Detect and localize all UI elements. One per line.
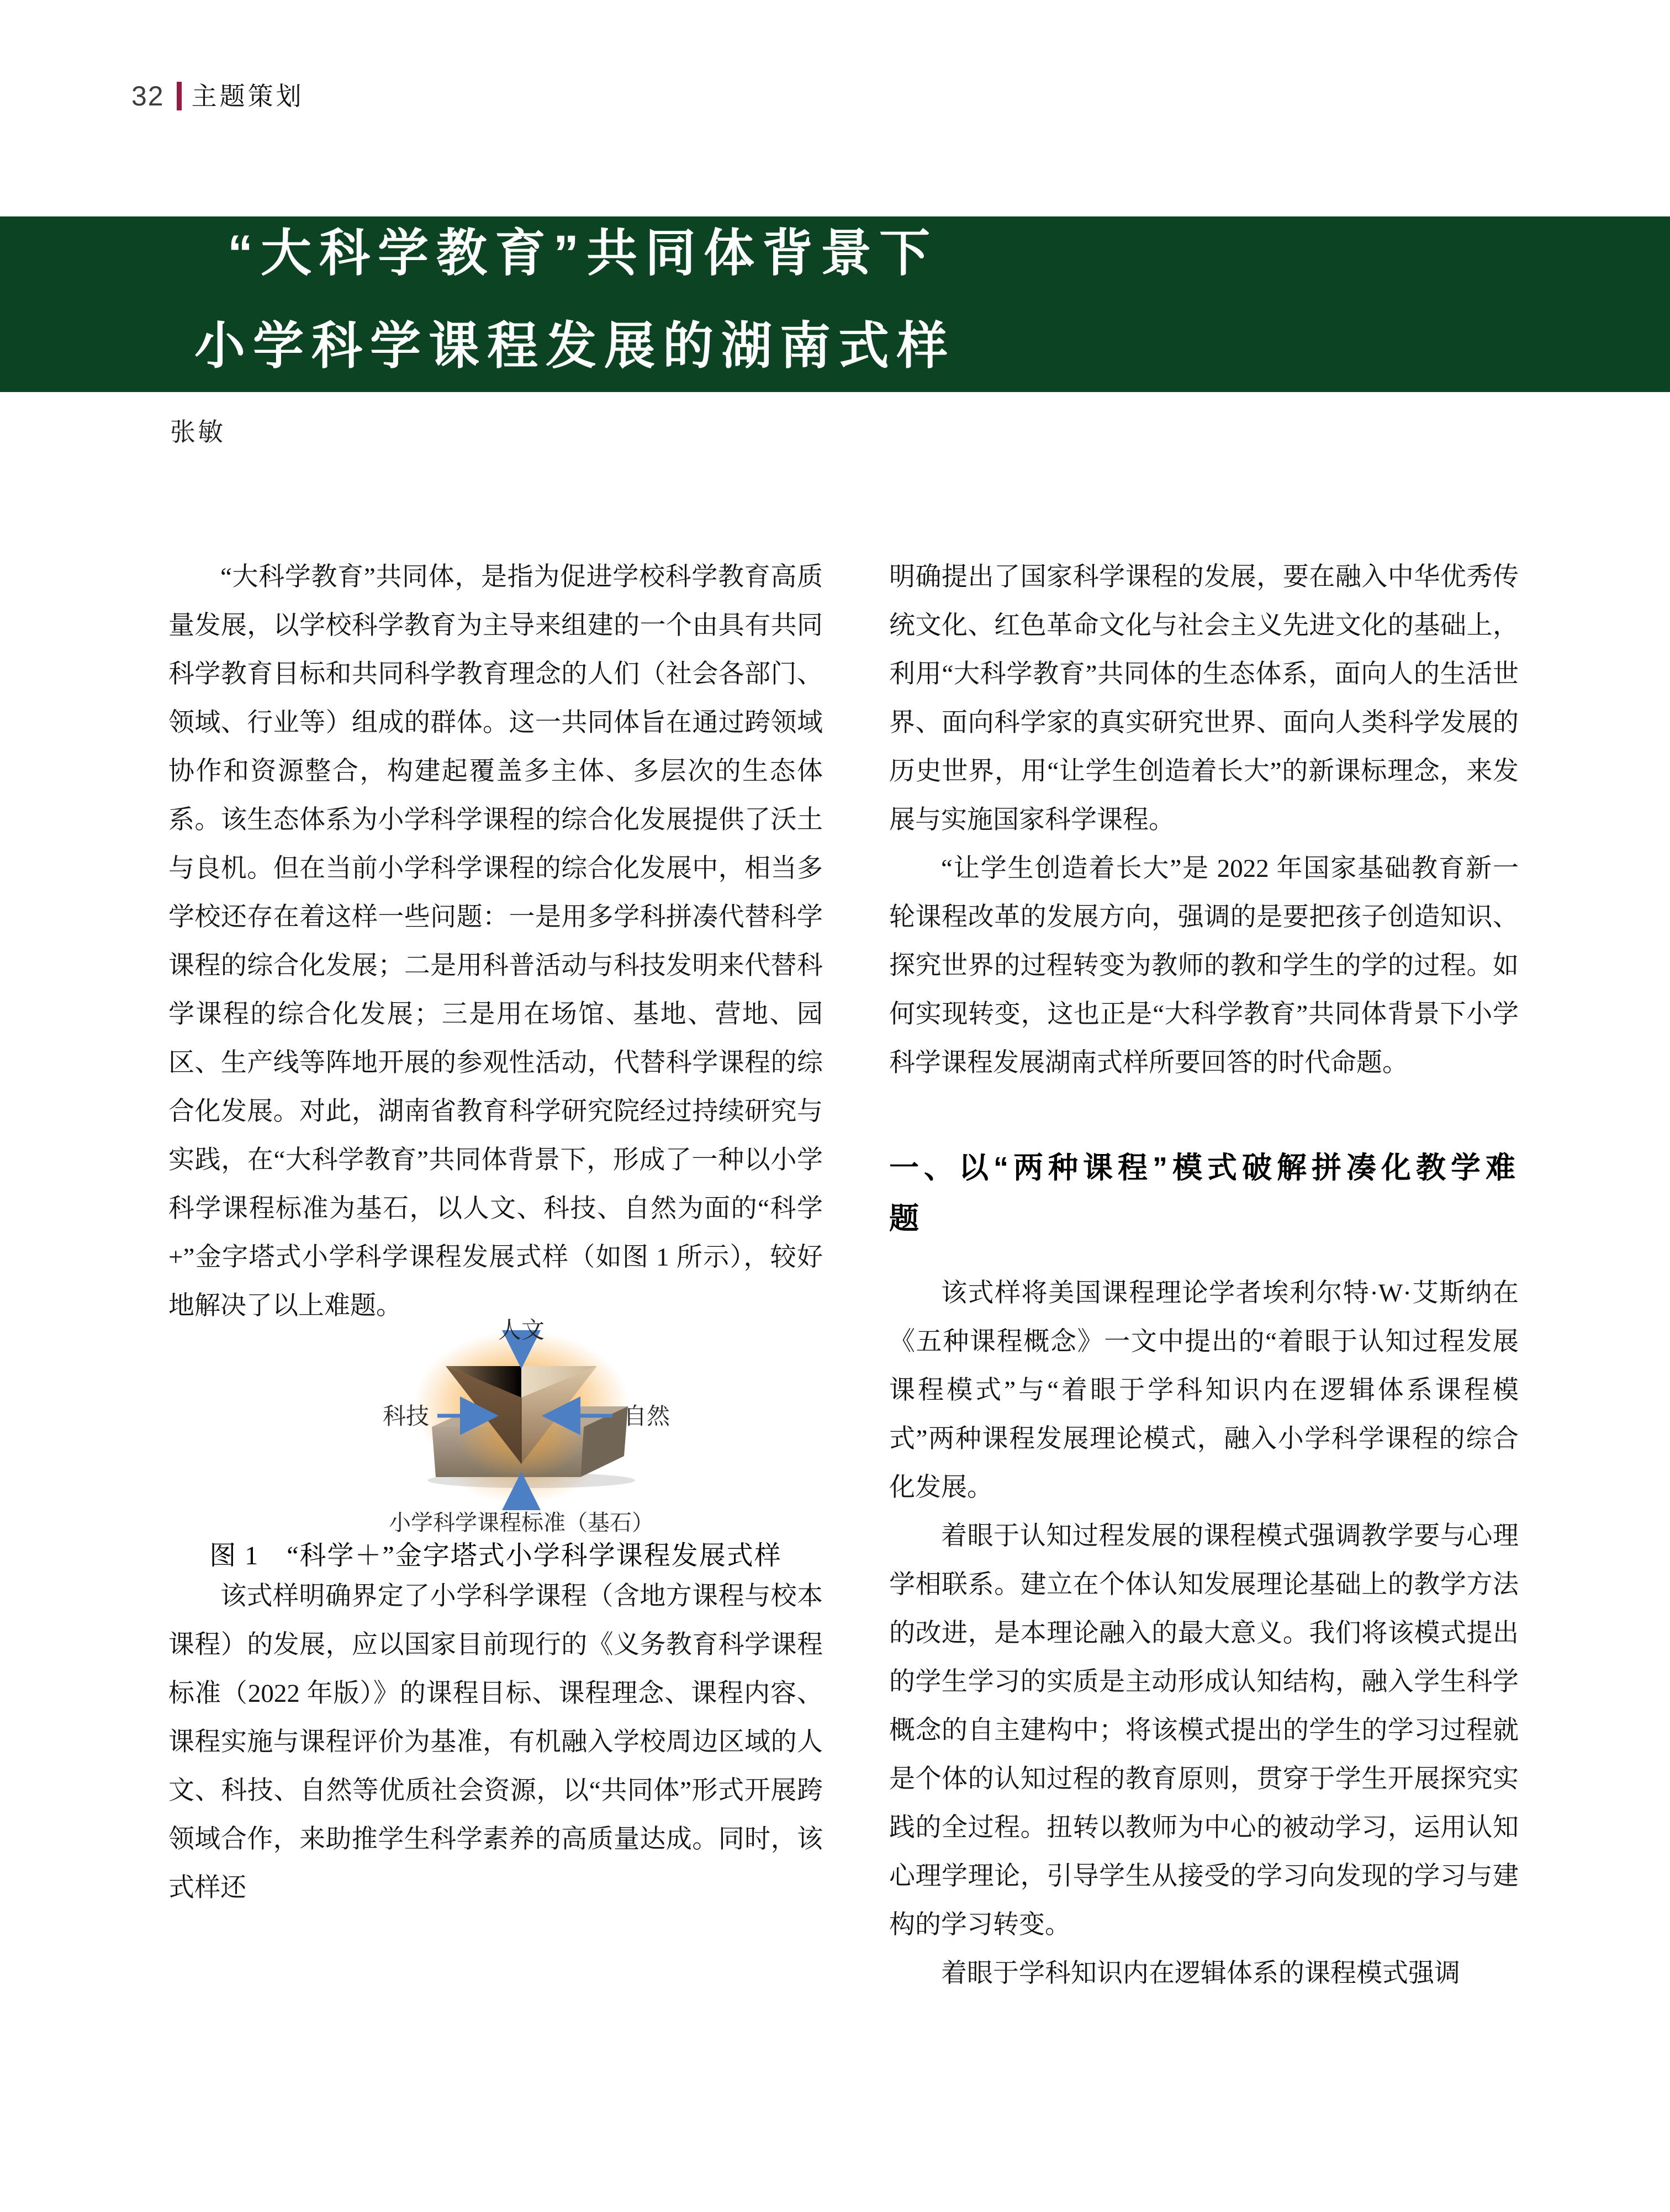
pyramid-figure [341, 1314, 700, 1540]
title-banner [0, 216, 1670, 392]
page-header [131, 81, 304, 112]
paragraph: 着眼于认知过程发展的课程模式强调教学要与心理学相联系。建立在个体认知发展理论基础上的教学方法的改进，是本理论融入的最大意义。我们将该模式提出的学生学习的实质是主动形成认知结构，融入学生科学概念的自主建构中；将该模式提出的学生的学习过程就是个体的认知过程的教育原则，贯穿于学生开展探究实践的全过程。扭转以教师为中心的被动学习，运用认知心理学理论，引导学生从接受的学习向发现的学习与建构的学习转变。 [889, 1521, 1519, 1939]
paragraph: “大科学教育”共同体，是指为促进学校科学教育高质量发展，以学校科学教育为主导来组建的一个由具有共同科学教育目标和共同科学教育理念的人们（社会各部门、领域、行业等）组成的群体。这一共同体旨在通过跨领域协作和资源整合，构建起覆盖多主体、多层次的生态体系。该生态体系为小学科学课程的综合化发展提供了沃土与良机。但在当前小学科学课程的综合化发展中，相当多学校还存在着这样一些问题：一是用多学科拼凑代替科学课程的综合化发展；二是用科普活动与科技发明来代替科学课程的综合化发展；三是用在场馆、基地、营地、园区、生产线等阵地开展的参观性活动，代替科学课程的综合化发展。对此，湖南省教育科学研究院经过持续研究与实践，在“大科学教育”共同体背景下，形成了一种以小学科学课程标准为基石，以人文、科技、自然为面的“科学 +”金字塔式小学科学课程发展式样（如图 1 所示），较好地解决了以上难题。 [168, 563, 823, 1320]
figure-label-right: 自然 [623, 1404, 670, 1430]
paragraph: 该式样将美国课程理论学者埃利尔特·W·艾斯纳在《五种课程概念》一文中提出的“着眼于认知过程发展课程模式”与“着眼于学科知识内在逻辑体系课程模式”两种课程发展理论模式，融入小学科学课程的综合化发展。 [889, 1278, 1519, 1502]
page-number: 32 [131, 81, 165, 112]
figure-label-left: 科技 [382, 1404, 429, 1430]
article-title-line2: 小学科学课程发展的湖南式样 [194, 318, 956, 374]
figure-label-base: 小学科学课程标准（基石） [389, 1510, 654, 1535]
left-column [168, 553, 823, 1998]
section-label: 主题策划 [191, 82, 304, 110]
article-title-line1: “大科学教育”共同体背景下 [228, 225, 938, 282]
paragraph: “让学生创造着长大”是 2022 年国家基础教育新一轮课程改革的发展方向，强调的是要把孩子创造知识、探究世界的过程转变为教师的教和学生的学的过程。如何实现转变，这也正是“大科学教育”共同体背景下小学科学课程发展湖南式样所要回答的时代命题。 [889, 854, 1519, 1077]
paragraph: 明确提出了国家科学课程的发展，要在融入中华优秀传统文化、红色革命文化与社会主义先进文化的基础上，利用“大科学教育”共同体的生态体系，面向人的生活世界、面向科学家的真实研究世界、面向人类科学发展的历史世界，用“让学生创造着长大”的新课标理念，来发展与实施国家科学课程。 [889, 563, 1519, 834]
right-column [889, 553, 1519, 1998]
figure-label-top: 人文 [498, 1318, 545, 1343]
figure-1 [168, 1314, 823, 1572]
author-name: 张敏 [170, 417, 225, 446]
figure-caption: 图 1 “科学＋”金字塔式小学科学课程发展式样 [209, 1541, 782, 1570]
paragraph: 着眼于学科知识内在逻辑体系的课程模式强调 [941, 1959, 1460, 1988]
section-heading: 一、以“两种课程”模式破解拼凑化教学难题 [889, 1151, 1519, 1235]
header-divider-bar [177, 82, 182, 110]
article-body [168, 553, 1519, 1998]
paragraph: 该式样明确界定了小学科学课程（含地方课程与校本课程）的发展，应以国家目前现行的《义务教育科学课程标准（2022 年版）》的课程目标、课程理念、课程内容、课程实施与课程评价为基准，有机融入学校周边区域的人文、科技、自然等优质社会资源，以“共同体”形式开展跨领域合作，来助推学生科学素养的高质量达成。同时，该式样还 [168, 1582, 823, 1902]
